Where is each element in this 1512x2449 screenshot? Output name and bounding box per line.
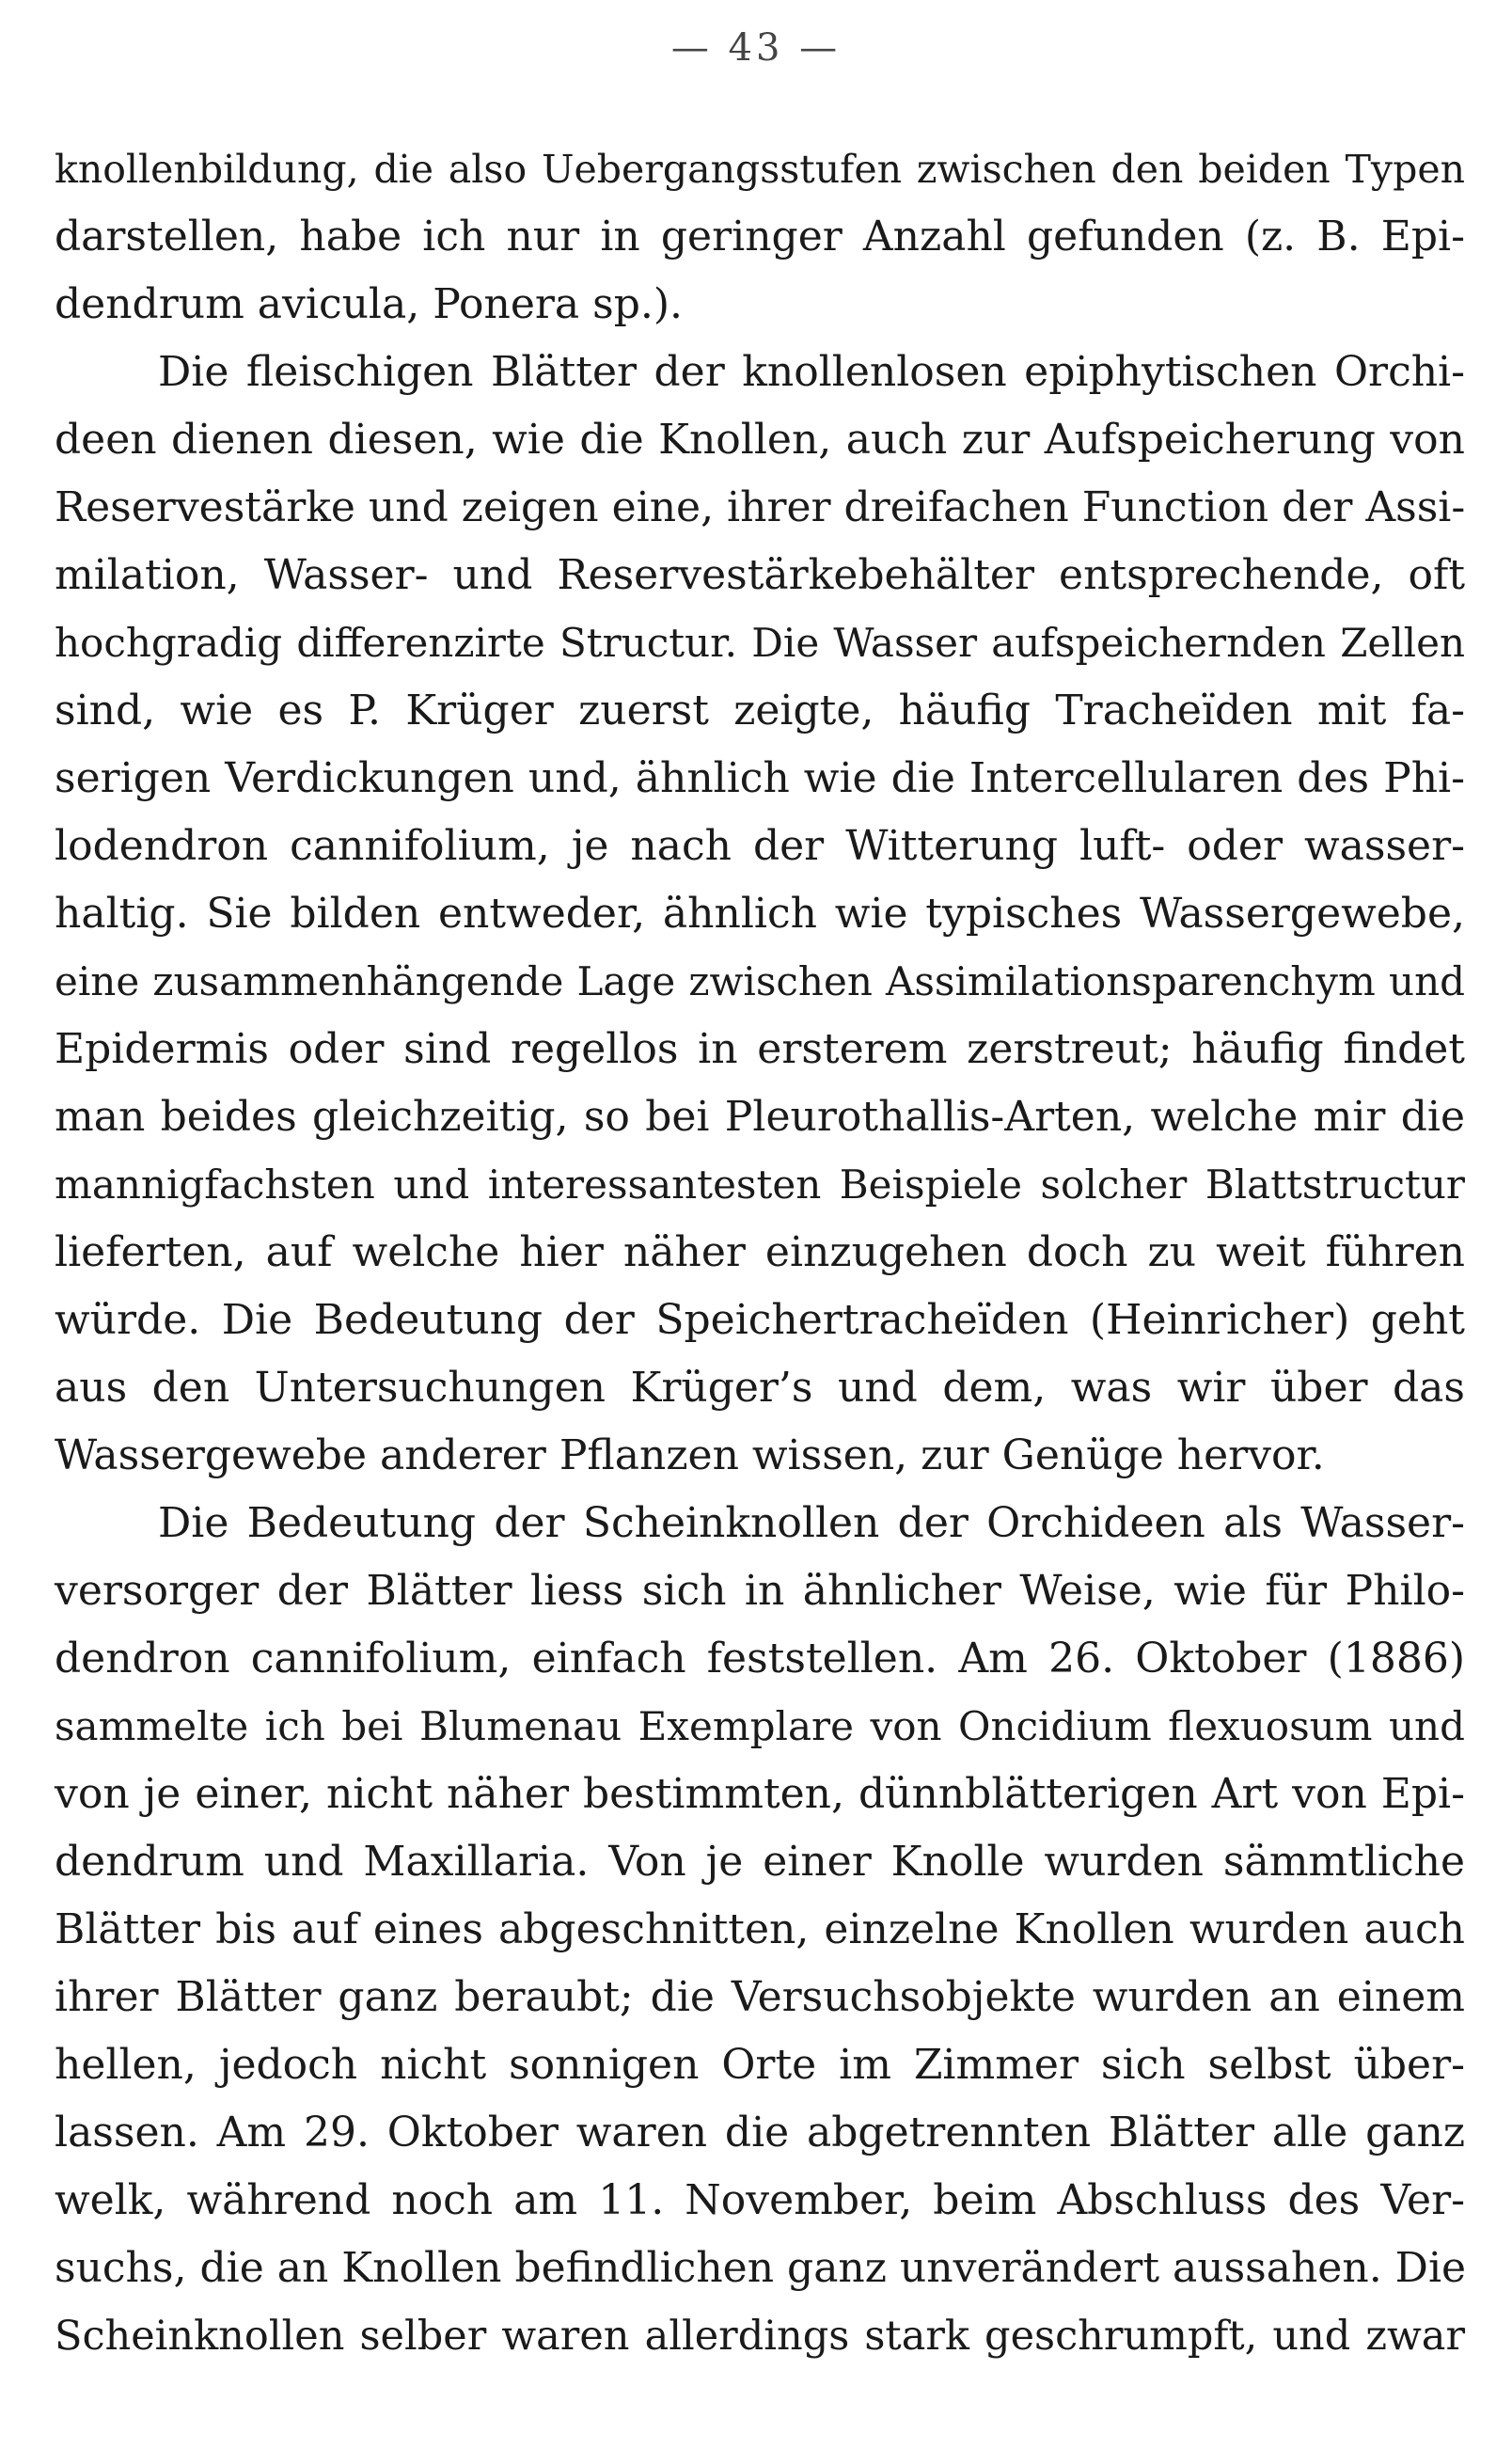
page-number: — 43 — [670, 26, 842, 70]
text-line: hellen, jedoch nicht sonnigen Orte im Zimmer sich selbst über- [55, 2041, 1465, 2089]
text-line: lassen. Am 29. Oktober waren die abgetrennten Blätter alle ganz [55, 2109, 1465, 2157]
text-line: lieferten, auf welche hier näher einzugehen doch zu weit führen [55, 1228, 1465, 1276]
text-line: ihrer Blätter ganz beraubt; die Versuchsobjekte wurden an einem [55, 1973, 1465, 2021]
text-line: welk, während noch am 11. November, beim Abschluss des Ver- [55, 2176, 1465, 2224]
text-line: Wassergewebe anderer Pflanzen wissen, zur Genüge hervor. [55, 1431, 1325, 1479]
text-line: dendrum avicula, Ponera sp.). [55, 280, 684, 328]
text-line: serigen Verdickungen und, ähnlich wie die Intercellularen des Phi- [55, 754, 1465, 802]
text-line: mannigfachsten und interessantesten Beispiele solcher Blattstructur [55, 1161, 1465, 1208]
text-line: man beides gleichzeitig, so bei Pleurothallis-Arten, welche mir die [55, 1093, 1465, 1141]
text-line: eine zusammenhängende Lage zwischen Assimilationsparenchym und [55, 958, 1465, 1004]
text-line: haltig. Sie bilden entweder, ähnlich wie typisches Wassergewebe, [55, 890, 1465, 938]
text-line: knollenbildung, die also Uebergangsstufen zwischen den beiden Typen [55, 147, 1465, 192]
text-line: sammelte ich bei Blumenau Exemplare von Oncidium flexuosum und [55, 1703, 1465, 1749]
body-text [55, 135, 1465, 2370]
text-line: Die fleischigen Blätter der knollenlosen epiphytischen Orchi- [158, 348, 1465, 396]
text-line: hochgradig differenzirte Structur. Die Wasser aufspeichernden Zellen [55, 620, 1465, 666]
text-line: würde. Die Bedeutung der Speichertracheïden (Heinricher) geht [55, 1296, 1465, 1344]
text-line: aus den Untersuchungen Krüger’s und dem, was wir über das [55, 1364, 1465, 1412]
text-line: lodendron cannifolium, je nach der Witterung luft- oder wasser- [55, 822, 1465, 870]
text-line: sind, wie es P. Krüger zuerst zeigte, häufig Tracheïden mit fa- [55, 687, 1465, 735]
text-line: dendron cannifolium, einfach feststellen. Am 26. Oktober (1886) [55, 1635, 1465, 1683]
text-line: versorger der Blätter liess sich in ähnlicher Weise, wie für Philo- [55, 1567, 1465, 1615]
text-line: Die Bedeutung der Scheinknollen der Orchideen als Wasser- [158, 1499, 1465, 1547]
text-line: dendrum und Maxillaria. Von je einer Knolle wurden sämmtliche [55, 1838, 1465, 1886]
text-line: Scheinknollen selber waren allerdings stark geschrumpft, und zwar [55, 2313, 1465, 2360]
text-line: Blätter bis auf eines abgeschnitten, einzelne Knollen wurden auch [55, 1905, 1465, 1953]
text-line: Epidermis oder sind regellos in ersterem zerstreut; häufig findet [55, 1025, 1465, 1073]
text-line: von je einer, nicht näher bestimmten, dünnblätterigen Art von Epi- [55, 1770, 1465, 1818]
text-line: milation, Wasser- und Reservestärkebehälter entsprechende, oft [55, 551, 1465, 599]
text-line: deen dienen diesen, wie die Knollen, auch zur Aufspeicherung von [55, 416, 1465, 464]
text-line: darstellen, habe ich nur in geringer Anzahl gefunden (z. B. Epi- [55, 213, 1465, 261]
text-line: suchs, die an Knollen befindlichen ganz unverändert aussahen. Die [55, 2244, 1467, 2292]
text-line: Reservestärke und zeigen eine, ihrer dreifachen Function der Assi- [55, 483, 1466, 531]
